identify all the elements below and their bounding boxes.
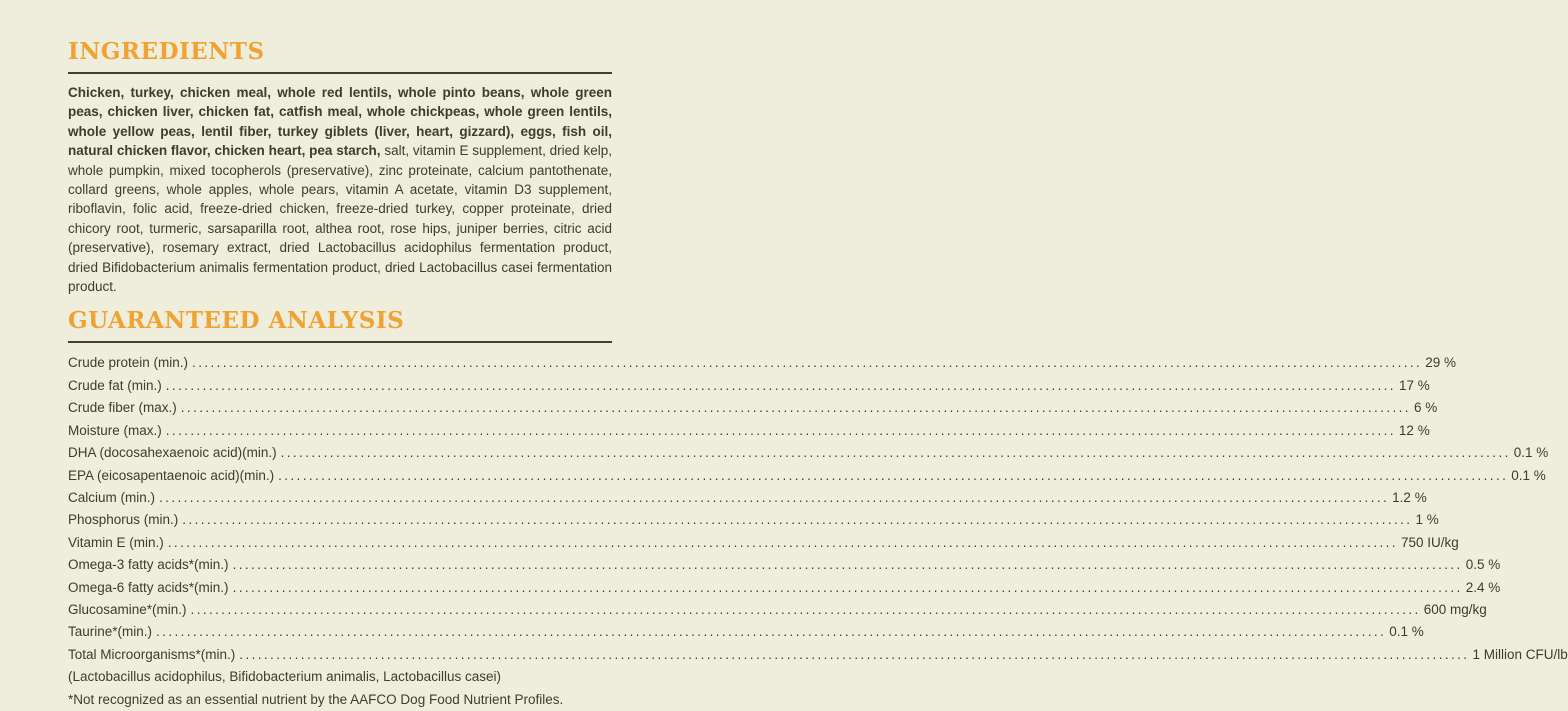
analysis-row-value: 29 % — [1425, 355, 1456, 371]
analysis-row-label: Vitamin E (min.) — [68, 534, 164, 550]
aafco-footnote: *Not recognized as an essential nutrient by the AAFCO Dog Food Nutrient Profiles. — [68, 691, 564, 707]
analysis-row — [68, 442, 1549, 464]
microorganisms-detail: (Lactobacillus acidophilus, Bifidobacterium animalis, Lactobacillus casei) — [68, 669, 501, 685]
dotted-leader — [192, 352, 1422, 374]
analysis-row — [68, 509, 1439, 531]
dotted-leader — [281, 442, 1511, 464]
analysis-row-label: Omega-3 fatty acids*(min.) — [68, 557, 229, 573]
analysis-row — [68, 644, 1568, 666]
analysis-row-value: 600 mg/kg — [1423, 601, 1487, 617]
analysis-row-label: Calcium (min.) — [68, 489, 156, 505]
analysis-row-label: Taurine*(min.) — [68, 624, 153, 640]
analysis-row-value: 0.1 % — [1513, 445, 1549, 461]
analysis-row-value: 6 % — [1413, 400, 1438, 416]
analysis-row-value: 12 % — [1398, 422, 1430, 438]
analysis-row-value: 0.1 % — [1511, 467, 1546, 483]
analysis-row-value: 1.2 % — [1392, 489, 1427, 505]
analysis-row-value: 750 IU/kg — [1400, 534, 1459, 550]
analysis-row — [68, 577, 1501, 599]
guaranteed-analysis-section — [68, 307, 1568, 711]
ingredients-heading: INGREDIENTS — [68, 38, 265, 65]
dotted-leader — [168, 532, 1398, 554]
analysis-row-value: 0.5 % — [1465, 557, 1501, 573]
analysis-table — [68, 352, 1568, 666]
analysis-row-label: Phosphorus (min.) — [68, 512, 179, 528]
analysis-row — [68, 420, 1430, 442]
ingredients-divider — [68, 72, 612, 74]
analysis-row-label: Moisture (max.) — [68, 422, 162, 438]
analysis-row-value: 17 % — [1398, 377, 1430, 393]
analysis-row-label: EPA (eicosapentaenoic acid)(min.) — [68, 467, 275, 483]
ingredients-section — [68, 38, 612, 296]
ingredients-secondary-list: salt, vitamin E supplement, dried kelp, whole pumpkin, mixed tocopherols (preservative), zinc proteinate, calcium pantothenate, collard greens, whole apples, whole pears, vitamin A acetate, vitamin D3 supplement, riboflavin, folic acid, freeze-dried chicken, freeze-dried turkey, copper proteinate, dried chicory root, turmeric, sarsaparilla root, althea root, rose hips, juniper berries, citric acid (preservative), rosemary extract, dried Lactobacillus acidophilus fermentation product, dried Bifidobacterium animalis fermentation product, dried Lactobacillus casei fermentation product. — [68, 143, 612, 295]
dotted-leader — [181, 397, 1411, 419]
analysis-row-label: Crude protein (min.) — [68, 355, 189, 371]
analysis-row-label: DHA (docosahexaenoic acid)(min.) — [68, 445, 277, 461]
analysis-row-label: Omega-6 fatty acids*(min.) — [68, 579, 229, 595]
analysis-row — [68, 621, 1424, 643]
analysis-row — [68, 532, 1459, 554]
dotted-leader — [233, 554, 1463, 576]
dotted-leader — [233, 577, 1463, 599]
dotted-leader — [191, 599, 1421, 621]
dotted-leader — [166, 375, 1396, 397]
dotted-leader — [182, 509, 1412, 531]
analysis-row — [68, 465, 1546, 487]
analysis-row-label: Crude fiber (max.) — [68, 400, 177, 416]
dotted-leader — [159, 487, 1389, 509]
dotted-leader — [239, 644, 1469, 666]
ingredients-primary-list: Chicken, turkey, chicken meal, whole red lentils, whole pinto beans, whole green peas, chicken liver, chicken fat, catfish meal, whole chickpeas, whole green lentils, whole yellow peas, lentil fiber, turkey giblets (liver, heart, gizzard), eggs, fish oil, natural chicken flavor, chicken heart, pea starch, — [68, 85, 612, 159]
guaranteed-analysis-heading: GUARANTEED ANALYSIS — [68, 307, 405, 335]
analysis-row-value: 1 % — [1415, 512, 1439, 528]
dotted-leader — [156, 621, 1386, 643]
analysis-row-label: Total Microorganisms*(min.) — [68, 646, 236, 662]
analysis-row — [68, 599, 1487, 621]
guaranteed-analysis-divider — [68, 341, 612, 343]
analysis-row — [68, 487, 1427, 509]
dotted-leader — [278, 465, 1508, 487]
analysis-row — [68, 375, 1430, 397]
analysis-row — [68, 554, 1501, 576]
analysis-row-label: Glucosamine*(min.) — [68, 601, 187, 617]
ingredients-paragraph — [68, 83, 612, 296]
dotted-leader — [166, 420, 1396, 442]
analysis-row-value: 2.4 % — [1465, 579, 1501, 595]
analysis-row — [68, 352, 1456, 374]
analysis-row-value: 1 Million CFU/lb — [1472, 646, 1568, 662]
analysis-row-label: Crude fat (min.) — [68, 377, 162, 393]
analysis-row-value: 0.1 % — [1389, 624, 1424, 640]
analysis-row — [68, 397, 1438, 419]
